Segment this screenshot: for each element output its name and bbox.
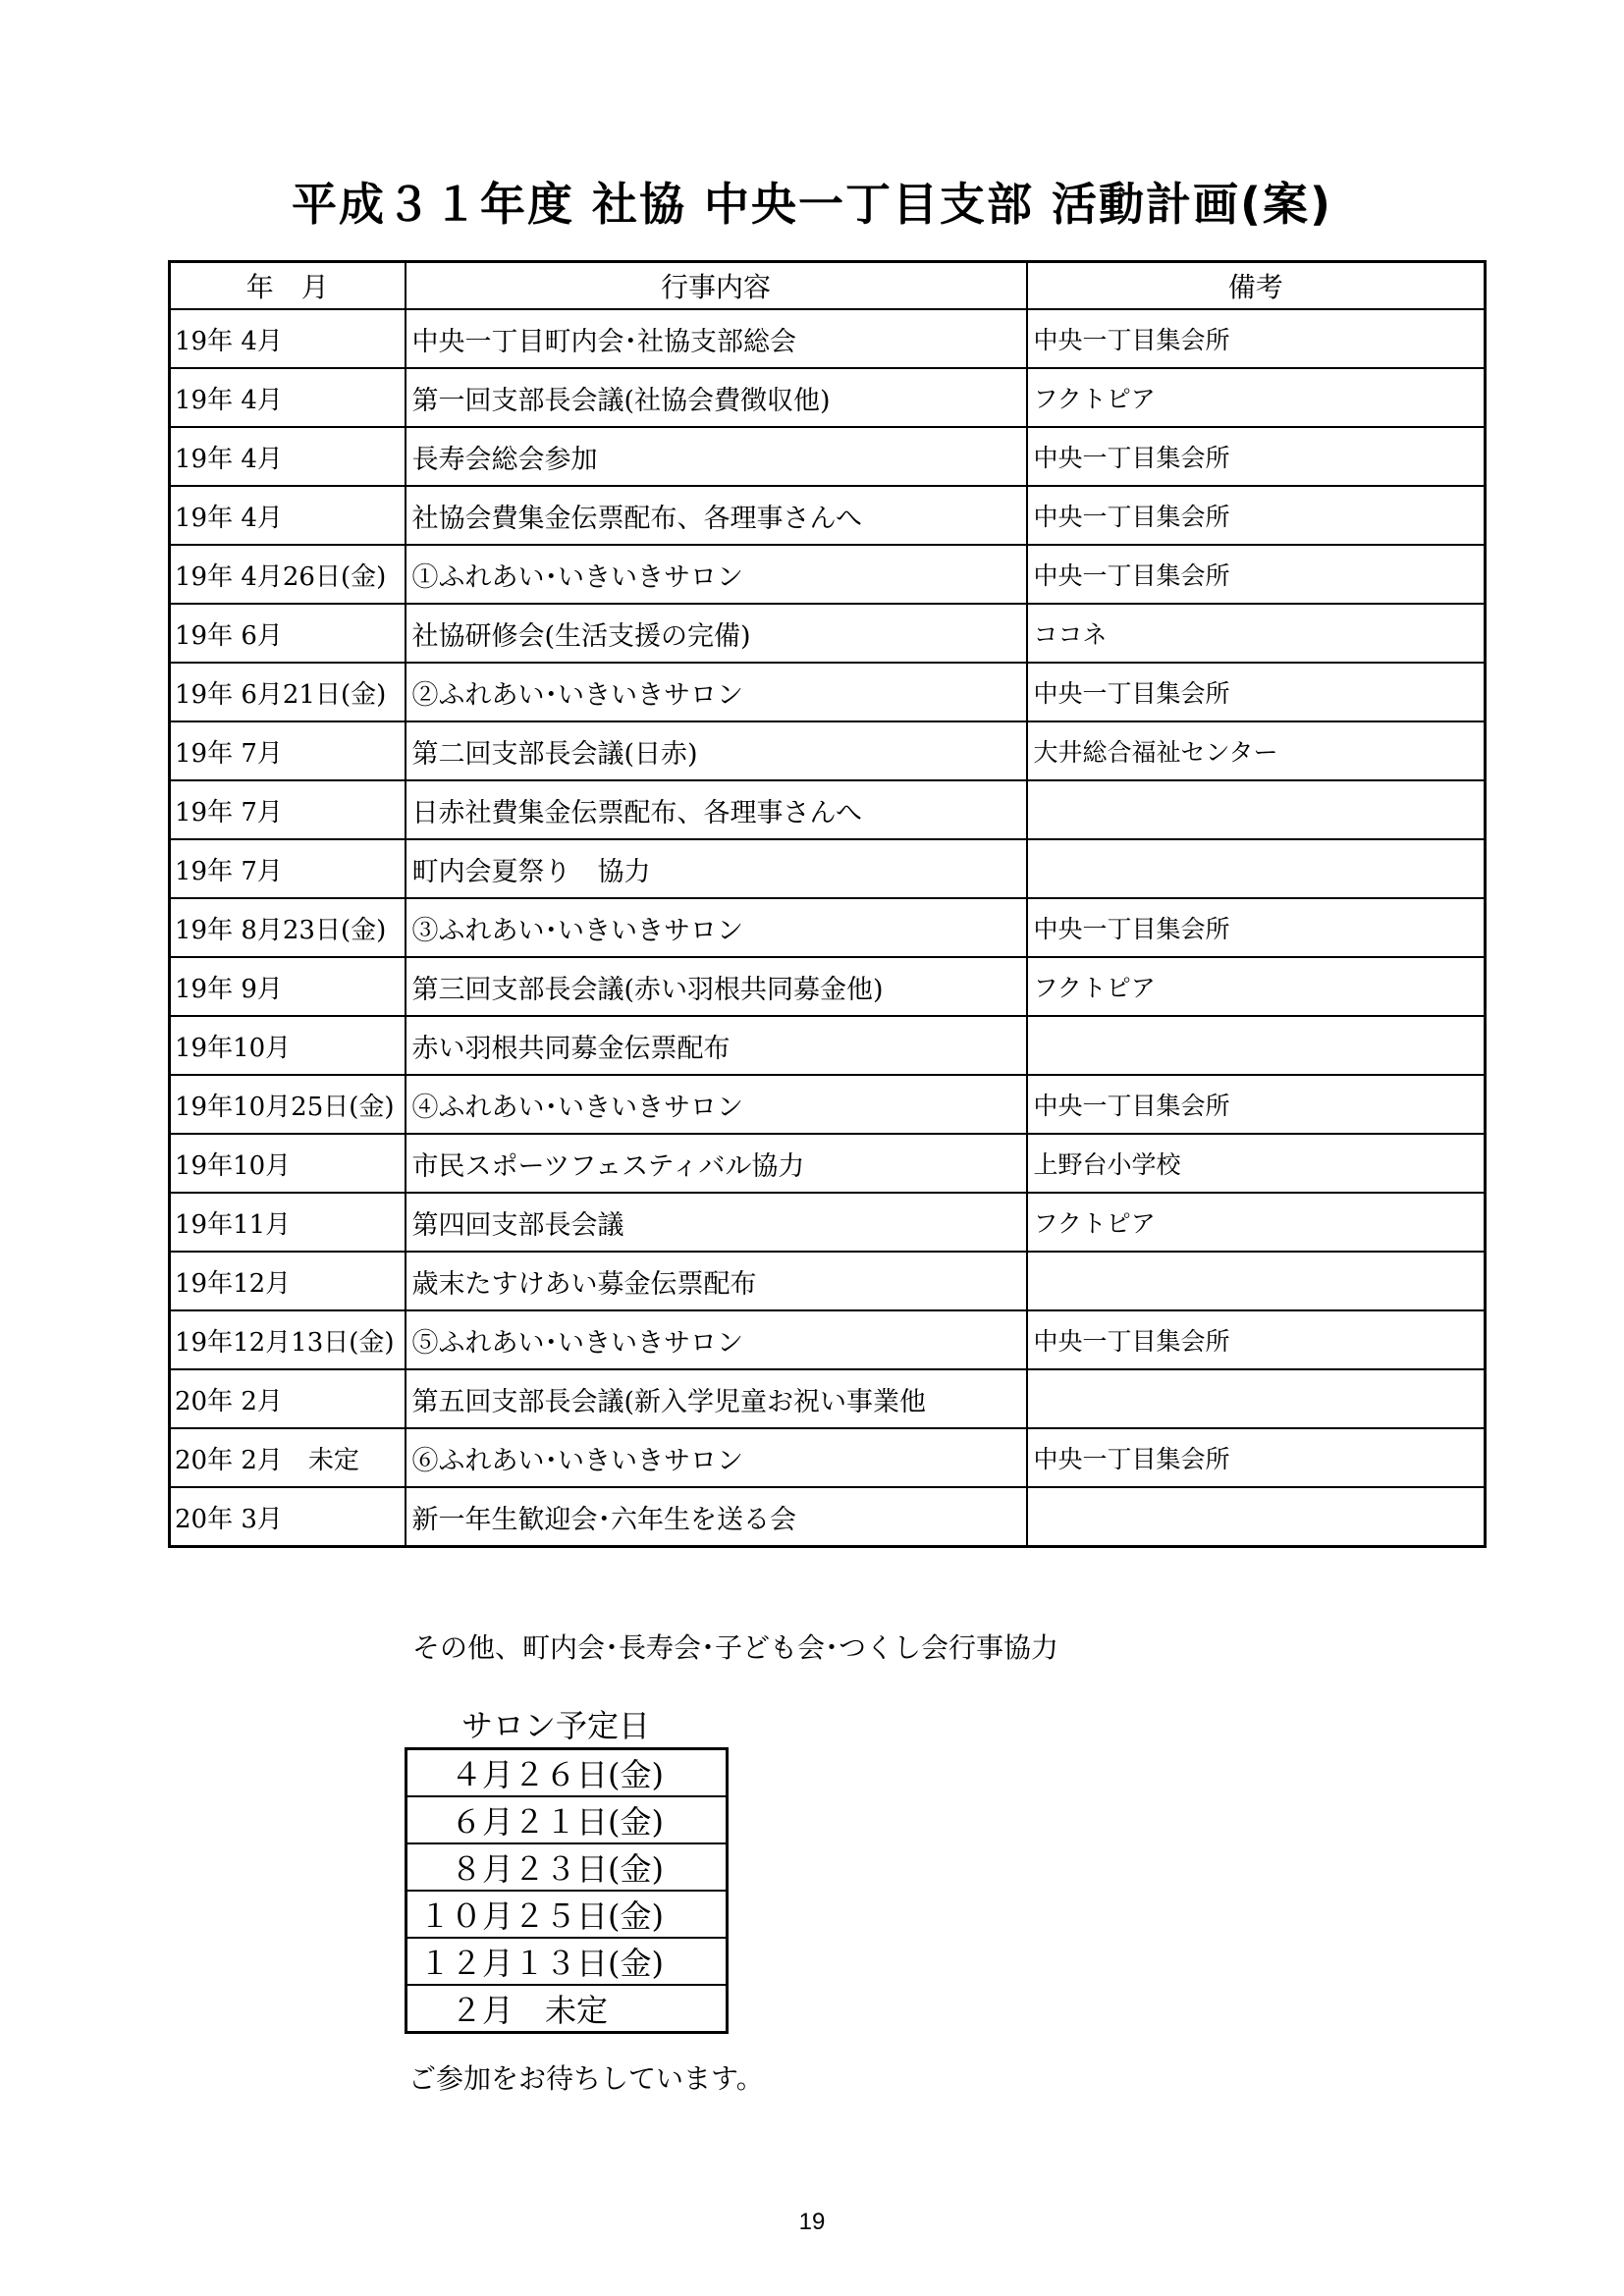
- cell-date: 19年 7月: [170, 839, 406, 898]
- salon-row: [406, 1843, 728, 1891]
- salon-date: ２月 未定: [406, 1985, 728, 2033]
- cell-note: フクトピア: [1027, 957, 1486, 1016]
- cell-note: 上野台小学校: [1027, 1134, 1486, 1193]
- cell-note: 中央一丁目集会所: [1027, 663, 1486, 721]
- cell-event: ⑤ふれあい･いきいきサロン: [406, 1310, 1027, 1369]
- table-row: [170, 663, 1486, 721]
- cell-date: 20年 3月: [170, 1487, 406, 1547]
- cell-event: 中央一丁目町内会･社協支部総会: [406, 309, 1027, 368]
- table-row: [170, 1369, 1486, 1428]
- cell-event: 日赤社費集金伝票配布、各理事さんへ: [406, 780, 1027, 839]
- cell-event: 第一回支部長会議(社協会費徴収他): [406, 368, 1027, 427]
- cell-date: 19年 6月: [170, 604, 406, 663]
- table-row: [170, 957, 1486, 1016]
- cell-event: 第四回支部長会議: [406, 1193, 1027, 1252]
- table-row: [170, 780, 1486, 839]
- cell-note: 中央一丁目集会所: [1027, 1075, 1486, 1134]
- cell-date: 20年 2月: [170, 1369, 406, 1428]
- table-row: [170, 545, 1486, 604]
- table-row: [170, 486, 1486, 545]
- cell-event: 第三回支部長会議(赤い羽根共同募金他): [406, 957, 1027, 1016]
- table-body: [170, 309, 1486, 1547]
- cell-event: 赤い羽根共同募金伝票配布: [406, 1016, 1027, 1075]
- page-number: 19: [798, 2209, 826, 2235]
- cell-event: ③ふれあい･いきいきサロン: [406, 898, 1027, 957]
- cell-date: 19年 4月: [170, 486, 406, 545]
- cell-event: ①ふれあい･いきいきサロン: [406, 545, 1027, 604]
- salon-row: [406, 1938, 728, 1985]
- cell-date: 19年10月: [170, 1134, 406, 1193]
- salon-schedule-title: サロン予定日: [461, 1707, 651, 1744]
- cell-note: [1027, 1252, 1486, 1310]
- table-row: [170, 1193, 1486, 1252]
- table-row: [170, 604, 1486, 663]
- cell-event: ②ふれあい･いきいきサロン: [406, 663, 1027, 721]
- cell-note: 大井総合福祉センター: [1027, 721, 1486, 780]
- cell-date: 20年 2月 未定: [170, 1428, 406, 1487]
- cell-event: 長寿会総会参加: [406, 427, 1027, 486]
- table-header-row: [170, 262, 1486, 310]
- cell-note: 中央一丁目集会所: [1027, 898, 1486, 957]
- cell-note: 中央一丁目集会所: [1027, 1428, 1486, 1487]
- cell-event: 社協研修会(生活支援の完備): [406, 604, 1027, 663]
- table-row: [170, 839, 1486, 898]
- salon-schedule-table: [405, 1747, 729, 2034]
- cell-event: 新一年生歓迎会･六年生を送る会: [406, 1487, 1027, 1547]
- table-row: [170, 368, 1486, 427]
- cell-date: 19年 9月: [170, 957, 406, 1016]
- cell-date: 19年 8月23日(金): [170, 898, 406, 957]
- cell-date: 19年 4月26日(金): [170, 545, 406, 604]
- cell-date: 19年 7月: [170, 721, 406, 780]
- salon-date: ４月２６日(金): [406, 1749, 728, 1797]
- table-row: [170, 427, 1486, 486]
- cell-date: 19年 6月21日(金): [170, 663, 406, 721]
- cell-note: 中央一丁目集会所: [1027, 309, 1486, 368]
- table-row: [170, 1252, 1486, 1310]
- cell-date: 19年12月: [170, 1252, 406, 1310]
- cell-event: 社協会費集金伝票配布、各理事さんへ: [406, 486, 1027, 545]
- cell-event: ⑥ふれあい･いきいきサロン: [406, 1428, 1027, 1487]
- table-row: [170, 721, 1486, 780]
- salon-row: [406, 1985, 728, 2033]
- cell-note: フクトピア: [1027, 368, 1486, 427]
- header-date: 年 月: [170, 262, 406, 310]
- cell-date: 19年10月25日(金): [170, 1075, 406, 1134]
- header-event: 行事内容: [406, 262, 1027, 310]
- activity-plan-table: [168, 260, 1487, 1548]
- salon-row: [406, 1891, 728, 1938]
- table-row: [170, 1016, 1486, 1075]
- cell-date: 19年11月: [170, 1193, 406, 1252]
- cell-event: 歳末たすけあい募金伝票配布: [406, 1252, 1027, 1310]
- cell-date: 19年 4月: [170, 309, 406, 368]
- cell-date: 19年 4月: [170, 368, 406, 427]
- cell-note: 中央一丁目集会所: [1027, 427, 1486, 486]
- cell-note: [1027, 1487, 1486, 1547]
- cell-event: 市民スポーツフェスティバル協力: [406, 1134, 1027, 1193]
- salon-schedule-body: [406, 1749, 728, 2033]
- cell-note: [1027, 839, 1486, 898]
- cell-event: ④ふれあい･いきいきサロン: [406, 1075, 1027, 1134]
- salon-date: １０月２５日(金): [406, 1891, 728, 1938]
- salon-date: １２月１３日(金): [406, 1938, 728, 1985]
- cell-note: フクトピア: [1027, 1193, 1486, 1252]
- page-title: 平成３１年度 社協 中央一丁目支部 活動計画(案): [291, 178, 1333, 231]
- cell-date: 19年 4月: [170, 427, 406, 486]
- other-activities-note: その他、町内会･長寿会･子ども会･つくし会行事協力: [412, 1631, 1059, 1664]
- cell-date: 19年10月: [170, 1016, 406, 1075]
- cell-date: 19年 7月: [170, 780, 406, 839]
- table-row: [170, 309, 1486, 368]
- salon-row: [406, 1796, 728, 1843]
- table-row: [170, 1310, 1486, 1369]
- salon-date: ８月２３日(金): [406, 1843, 728, 1891]
- table-row: [170, 1075, 1486, 1134]
- cell-note: [1027, 1369, 1486, 1428]
- cell-event: 町内会夏祭り 協力: [406, 839, 1027, 898]
- table-row: [170, 1428, 1486, 1487]
- cell-event: 第二回支部長会議(日赤): [406, 721, 1027, 780]
- cell-note: 中央一丁目集会所: [1027, 1310, 1486, 1369]
- salon-row: [406, 1749, 728, 1797]
- cell-note: 中央一丁目集会所: [1027, 486, 1486, 545]
- salon-date: ６月２１日(金): [406, 1796, 728, 1843]
- cell-note: ココネ: [1027, 604, 1486, 663]
- cell-event: 第五回支部長会議(新入学児童お祝い事業他: [406, 1369, 1027, 1428]
- table-row: [170, 1134, 1486, 1193]
- closing-message: ご参加をお待ちしています。: [408, 2062, 764, 2095]
- cell-note: [1027, 780, 1486, 839]
- table-row: [170, 898, 1486, 957]
- cell-date: 19年12月13日(金): [170, 1310, 406, 1369]
- header-note: 備考: [1027, 262, 1486, 310]
- cell-note: [1027, 1016, 1486, 1075]
- cell-note: 中央一丁目集会所: [1027, 545, 1486, 604]
- table-row: [170, 1487, 1486, 1547]
